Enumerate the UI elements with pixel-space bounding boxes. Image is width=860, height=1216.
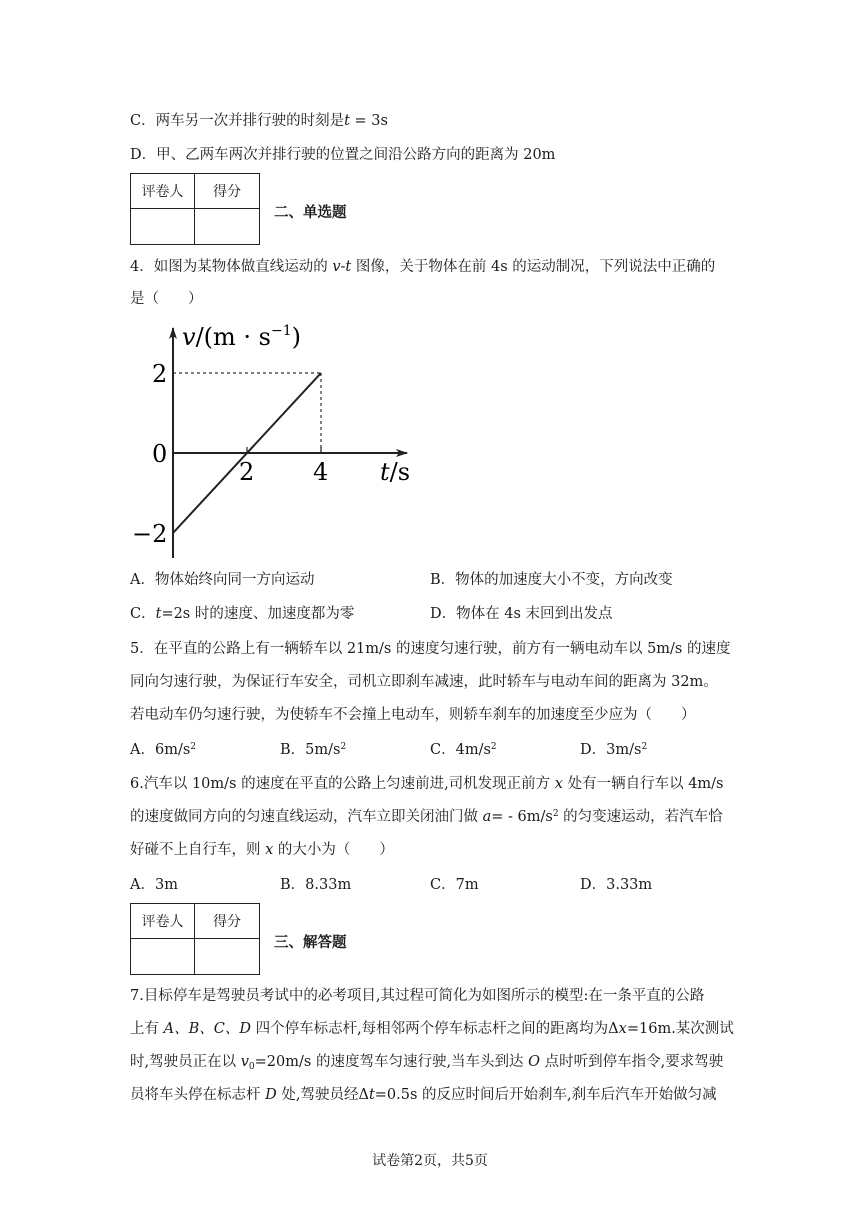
section-title-answer: 三、解答题 bbox=[274, 935, 347, 951]
x-axis-label: t/s bbox=[380, 458, 411, 486]
y-axis-label: $v/(m \cdot s^{-1})$ bbox=[182, 323, 301, 351]
score-label: 得分 bbox=[195, 904, 259, 939]
q6-option-d: D．3.33m bbox=[580, 877, 653, 893]
q3-option-c: C．两车另一次并排行驶的时刻是t = 3s bbox=[130, 113, 388, 129]
q6-line-3: 好碰不上自行车，则 x 的大小为（ ） bbox=[130, 842, 394, 858]
q6-line-1: 6.汽车以 10m/s 的速度在平直的公路上匀速前进,司机发现正前方 x 处有一辆自行车以 4m/s bbox=[130, 776, 724, 792]
q5-option-a: A．$6m/s^2$ bbox=[130, 742, 197, 758]
reviewer-cell bbox=[131, 209, 195, 244]
grader-table bbox=[130, 173, 260, 245]
q7-line-1: 7.目标停车是驾驶员考试中的必考项目,其过程可简化为如图所示的模型:在一条平直的公路 bbox=[130, 988, 705, 1004]
q6-option-a: A．3m bbox=[130, 877, 178, 893]
y-tick-neg2: −2 bbox=[132, 520, 168, 548]
reviewer-label: 评卷人 bbox=[131, 904, 195, 939]
q4-stem-end: 是（ ） bbox=[130, 291, 203, 307]
q6-option-b: B．8.33m bbox=[280, 877, 352, 893]
score-label: 得分 bbox=[195, 174, 259, 209]
q7-line-3: 时,驾驶员正在以 $v_0=20m/s$ 的速度驾车匀速行驶,当车头到达 O 点时听到停车指令,要求驾驶 bbox=[130, 1054, 724, 1072]
q7-line-4: 员将车头停在标志杆 D 处,驾驶员经Δt=0.5s 的反应时间后开始刹车,刹车后汽车开始做匀减 bbox=[130, 1087, 717, 1103]
score-cell bbox=[195, 209, 259, 244]
reviewer-cell bbox=[131, 939, 195, 974]
q5-option-b: B．$5m/s^2$ bbox=[280, 742, 347, 758]
q5-line-1: 5．在平直的公路上有一辆轿车以 21m/s 的速度匀速行驶，前方有一辆电动车以 5m/s 的速度 bbox=[130, 641, 731, 657]
x-tick-2: 2 bbox=[239, 458, 255, 486]
origin-label: 0 bbox=[152, 440, 168, 468]
q4-option-c: C．t=2s 时的速度、加速度都为零 bbox=[130, 606, 355, 622]
q4-option-b: B．物体的加速度大小不变，方向改变 bbox=[430, 572, 673, 588]
grader-table bbox=[130, 903, 260, 975]
score-cell bbox=[195, 939, 259, 974]
q5-option-c: C．$4m/s^2$ bbox=[430, 742, 497, 758]
section-title-single-choice: 二、单选题 bbox=[274, 205, 347, 221]
q5-line-3: 若电动车仍匀速行驶，为使轿车不会撞上电动车，则轿车刹车的加速度至少应为（ ） bbox=[130, 707, 696, 723]
y-tick-2: 2 bbox=[152, 360, 168, 388]
q5-option-d: D．$3m/s^2$ bbox=[580, 742, 648, 758]
q6-option-c: C．7m bbox=[430, 877, 479, 893]
q6-line-2: 的速度做同方向的匀速直线运动，汽车立即关闭油门做 $a= - 6m/s^2$ 的匀变速运动，若汽车恰 bbox=[130, 809, 723, 825]
q4-stem: 4．如图为某物体做直线运动的 v-t 图像，关于物体在前 4s 的运动制况，下列说法中正确的 bbox=[130, 259, 716, 275]
q4-option-d: D．物体在 4s 末回到出发点 bbox=[430, 606, 613, 622]
reviewer-label: 评卷人 bbox=[131, 174, 195, 209]
q4-option-a: A．物体始终向同一方向运动 bbox=[130, 572, 315, 588]
q7-line-2: 上有 A、B、C、D 四个停车标志杆,每相邻两个停车标志杆之间的距离均为Δx=16m.某次测试 bbox=[130, 1021, 734, 1037]
x-tick-4: 4 bbox=[313, 458, 329, 486]
page-footer: 试卷第2页，共5页 bbox=[372, 1153, 488, 1169]
vt-graph bbox=[130, 318, 430, 568]
q3-option-d: D．甲、乙两车两次并排行驶的位置之间沿公路方向的距离为 20m bbox=[130, 147, 556, 163]
q5-line-2: 同向匀速行驶，为保证行车安全，司机立即刹车减速，此时轿车与电动车间的距离为 32m。 bbox=[130, 674, 718, 690]
